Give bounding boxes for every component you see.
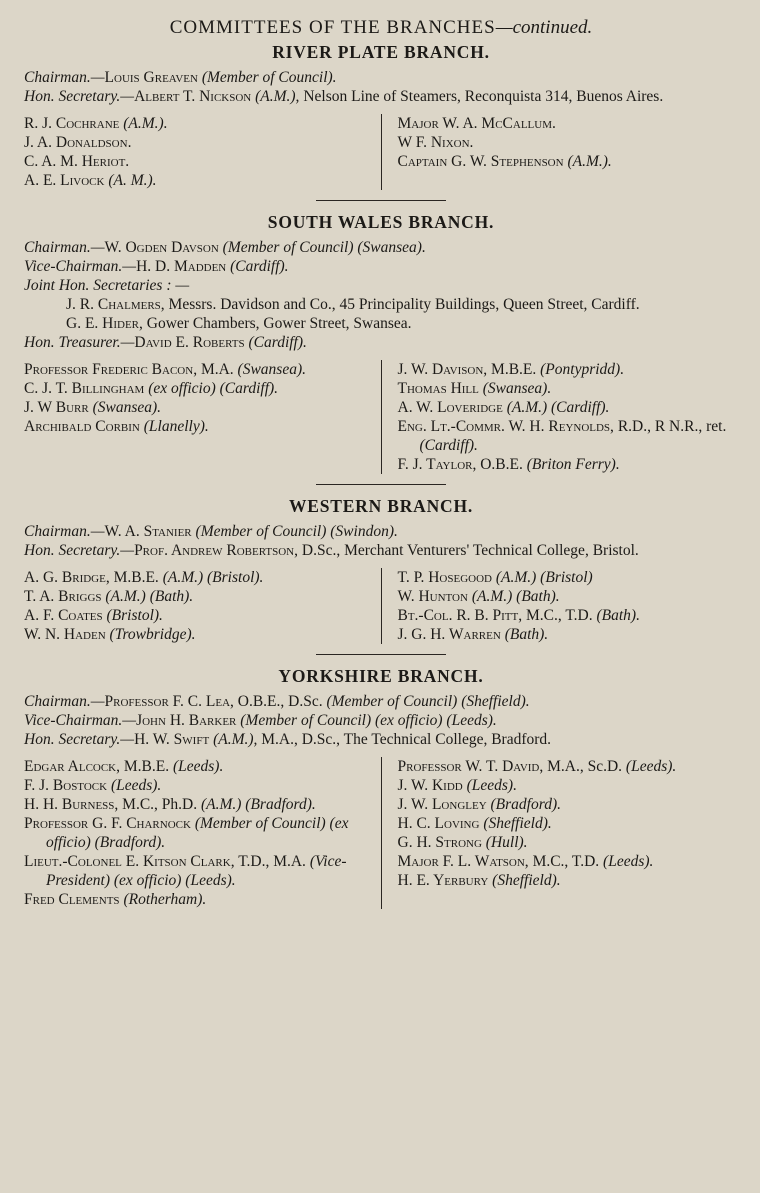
member-note: (A.M.) (Bath). <box>467 588 560 605</box>
member-title: M.C., T.D. <box>528 853 600 870</box>
member-name: Archibald Corbin <box>24 418 140 435</box>
member-name: Edgar Alcock, <box>24 758 121 775</box>
officer-name: Albert T. Nickson <box>134 88 252 105</box>
member-entry <box>398 379 739 398</box>
role-label: Hon. Secretary.— <box>24 88 135 105</box>
member-entry <box>398 133 739 152</box>
role-label: Chairman.— <box>24 69 105 86</box>
chairman-line <box>24 692 738 711</box>
member-name: J. W. Davison, <box>397 361 488 378</box>
member-name: Lieut.-Colonel E. Kitson Clark, <box>24 853 235 870</box>
chairman-line <box>24 68 738 87</box>
member-entry <box>398 152 739 171</box>
member-note: (A.M.) (Cardiff). <box>502 399 610 416</box>
secretary-line <box>24 295 738 314</box>
treasurer-line <box>24 333 738 352</box>
branch-title: RIVER PLATE BRANCH. <box>272 42 490 62</box>
members-right <box>381 568 739 644</box>
page-title <box>24 18 738 37</box>
member-name: T. A. Briggs <box>24 588 102 605</box>
member-note: (A.M.) (Bath). <box>101 588 194 605</box>
member-entry <box>24 360 365 379</box>
member-note: (Leeds). <box>107 777 162 794</box>
member-name: Major W. A. McCallum. <box>397 115 556 132</box>
member-title: O.B.E. <box>476 456 523 473</box>
member-entry <box>398 568 739 587</box>
member-entry <box>398 795 739 814</box>
member-note: (Pontypridd). <box>536 361 625 378</box>
member-note: (Llanelly). <box>139 418 209 435</box>
member-entry <box>24 133 365 152</box>
member-entry <box>398 871 739 890</box>
member-name: W. N. Haden <box>24 626 106 643</box>
member-entry <box>24 568 365 587</box>
officer-note: (Member of Council). <box>197 69 337 86</box>
member-note: (A.M.) (Bristol) <box>491 569 593 586</box>
member-name: A. W. Loveridge <box>397 399 503 416</box>
member-entry <box>398 757 739 776</box>
officer-address: D.Sc., Merchant Venturers' Technical College, Bristol. <box>298 542 639 559</box>
members-left <box>24 568 381 644</box>
member-entry <box>24 795 365 814</box>
member-note: (Bristol). <box>102 607 163 624</box>
secretary-line <box>24 541 738 560</box>
member-name: F. J. Taylor, <box>397 456 477 473</box>
officer-address: M.A., D.Sc., The Technical College, Bradford. <box>257 731 552 748</box>
officer-title: O.B.E., D.Sc. <box>233 693 323 710</box>
member-note: (Sheffield). <box>479 815 552 832</box>
yorkshire-branch <box>24 667 738 909</box>
member-name: C. J. T. Billingham <box>24 380 145 397</box>
officer-name: J. R. Chalmers, <box>66 296 165 313</box>
member-entry <box>24 757 365 776</box>
officer-note: (Member of Council) (ex officio) (Leeds). <box>236 712 497 729</box>
member-name: Eng. Lt.-Commr. W. H. Reynolds, <box>397 418 614 435</box>
member-name: R. J. Cochrane <box>24 115 120 132</box>
member-note: (Hull). <box>481 834 528 851</box>
officer-address: Gower Chambers, Gower Street, Swansea. <box>142 315 412 332</box>
member-name: A. G. Bridge, <box>24 569 110 586</box>
member-note: (Briton Ferry). <box>522 456 620 473</box>
members-right <box>381 114 739 190</box>
member-name: H. E. Yerbury <box>397 872 489 889</box>
member-entry <box>398 776 739 795</box>
member-name: W F. Nixon. <box>397 134 474 151</box>
officer-name: G. E. Hider, <box>66 315 143 332</box>
secretary-line <box>24 87 738 106</box>
member-entry <box>24 776 365 795</box>
member-name: Fred Clements <box>24 891 120 908</box>
role-label: Chairman.— <box>24 693 105 710</box>
member-entry <box>398 625 739 644</box>
member-entry <box>24 379 365 398</box>
member-entry <box>398 360 739 379</box>
member-title: R.D., R N.R., ret. <box>613 418 727 435</box>
members-right <box>381 757 739 909</box>
member-entry <box>398 417 739 455</box>
member-entry <box>24 417 365 436</box>
member-note: (A. M.). <box>104 172 157 189</box>
member-note: (Sheffield). <box>488 872 561 889</box>
member-note: (Swansea). <box>88 399 162 416</box>
member-note: (Bath). <box>592 607 640 624</box>
officer-note: (Cardiff). <box>244 334 307 351</box>
river-plate-branch <box>24 43 738 190</box>
officer-note: (Member of Council) (Swindon). <box>191 523 398 540</box>
member-entry <box>24 625 365 644</box>
member-note: (A.M.) (Bristol). <box>158 569 264 586</box>
members-columns <box>24 568 738 644</box>
role-label: Hon. Secretary.— <box>24 542 135 559</box>
member-note: (Cardiff). <box>419 437 478 454</box>
member-name: C. A. M. Heriot. <box>24 153 130 170</box>
role-label: Joint Hon. Secretaries : — <box>24 277 190 294</box>
officer-name: Louis Greaven <box>104 69 198 86</box>
member-note: (A.M.) (Bradford). <box>197 796 316 813</box>
member-entry <box>24 890 365 909</box>
member-title: M.B.E. <box>487 361 537 378</box>
member-note: (ex officio) (Cardiff). <box>144 380 279 397</box>
member-title: M.A., Sc.D. <box>543 758 623 775</box>
member-note: (Leeds). <box>462 777 517 794</box>
western-branch <box>24 497 738 644</box>
vice-chairman-line <box>24 257 738 276</box>
role-label: Vice-Chairman.— <box>24 258 137 275</box>
member-title: M.B.E. <box>109 569 159 586</box>
role-label: Hon. Treasurer.— <box>24 334 135 351</box>
members-left <box>24 757 381 909</box>
member-note: (A.M.). <box>119 115 168 132</box>
vice-chairman-line <box>24 711 738 730</box>
members-left <box>24 114 381 190</box>
member-title: M.B.E. <box>120 758 170 775</box>
member-note: (Swansea). <box>233 361 306 378</box>
role-label: Chairman.— <box>24 239 105 256</box>
member-entry <box>398 833 739 852</box>
member-name: Captain G. W. Stephenson <box>397 153 564 170</box>
member-name: J. A. Donaldson. <box>24 134 132 151</box>
member-name: Professor Frederic Bacon, <box>24 361 198 378</box>
member-note: (Member of Council) (ex officio) (Bradford). <box>46 815 349 851</box>
officer-note: (A.M.), <box>251 88 300 105</box>
member-entry <box>398 606 739 625</box>
officer-note: (A.M.), <box>209 731 258 748</box>
member-name: Thomas Hill <box>397 380 479 397</box>
member-entry <box>398 398 739 417</box>
branch-title: WESTERN BRANCH. <box>288 496 474 516</box>
secretary-line <box>24 314 738 333</box>
members-left <box>24 360 381 474</box>
member-name: Major F. L. Watson, <box>397 853 529 870</box>
member-entry <box>24 606 365 625</box>
member-note: (Vice-President) (ex officio) (Leeds). <box>46 853 347 889</box>
member-note: (Trowbridge). <box>105 626 196 643</box>
south-wales-branch <box>24 213 738 474</box>
member-entry <box>24 587 365 606</box>
member-entry <box>24 152 365 171</box>
member-note: (Bradford). <box>486 796 561 813</box>
member-entry <box>24 114 365 133</box>
officer-name: Professor F. C. Lea, <box>104 693 234 710</box>
officer-note: (Member of Council) (Swansea). <box>218 239 426 256</box>
member-title: M.C., T.D. <box>522 607 593 624</box>
member-name: H. H. Burness, <box>24 796 119 813</box>
member-note: (A.M.). <box>563 153 612 170</box>
member-entry <box>24 171 365 190</box>
officer-name: H. D. Madden <box>136 258 227 275</box>
member-entry <box>398 114 739 133</box>
member-entry <box>398 455 739 474</box>
officer-address: Nelson Line of Steamers, Reconquista 314, Buenos Aires. <box>299 88 664 105</box>
officer-name: Prof. Andrew Robertson, <box>134 542 298 559</box>
member-name: Professor G. F. Charnock <box>24 815 191 832</box>
member-name: A. F. Coates <box>24 607 103 624</box>
member-name: Bt.-Col. R. B. Pitt, <box>397 607 523 624</box>
officer-name: W. A. Stanier <box>104 523 192 540</box>
member-note: (Bath). <box>500 626 549 643</box>
member-entry <box>398 587 739 606</box>
member-name: G. H. Strong <box>397 834 482 851</box>
member-name: Professor W. T. David, <box>397 758 544 775</box>
member-entry <box>398 852 739 871</box>
section-divider <box>316 654 446 655</box>
members-columns <box>24 114 738 190</box>
member-name: J. W Burr <box>24 399 89 416</box>
member-entry <box>24 398 365 417</box>
member-name: J. W. Kidd <box>397 777 463 794</box>
member-name: W. Hunton <box>397 588 468 605</box>
branch-title: SOUTH WALES BRANCH. <box>267 212 495 232</box>
member-note: (Swansea). <box>478 380 552 397</box>
officer-address: Messrs. Davidson and Co., 45 Principality Buildings, Queen Street, Cardiff. <box>164 296 640 313</box>
member-note: (Leeds). <box>599 853 654 870</box>
member-entry <box>24 852 365 890</box>
section-divider <box>316 484 446 485</box>
member-title: T.D., M.A. <box>234 853 306 870</box>
branch-title: YORKSHIRE BRANCH. <box>278 666 484 686</box>
member-entry <box>398 814 739 833</box>
chairman-line <box>24 522 738 541</box>
member-note: (Rotherham). <box>119 891 207 908</box>
officer-name: David E. Roberts <box>134 334 245 351</box>
officer-note: (Cardiff). <box>226 258 289 275</box>
chairman-line <box>24 238 738 257</box>
role-label: Vice-Chairman.— <box>24 712 137 729</box>
page-title-continued: —continued. <box>495 17 593 38</box>
joint-secretaries-label <box>24 276 738 295</box>
officer-name: W. Ogden Davson <box>104 239 219 256</box>
member-entry <box>24 814 365 852</box>
members-right <box>381 360 739 474</box>
role-label: Hon. Secretary.— <box>24 731 135 748</box>
member-name: H. C. Loving <box>397 815 480 832</box>
secretary-line <box>24 730 738 749</box>
member-note: (Leeds). <box>169 758 224 775</box>
officer-name: John H. Barker <box>136 712 237 729</box>
member-name: J. W. Longley <box>397 796 487 813</box>
officer-note: (Member of Council) (Sheffield). <box>322 693 530 710</box>
member-title: M.A. <box>197 361 234 378</box>
members-columns <box>24 757 738 909</box>
member-name: J. G. H. Warren <box>397 626 501 643</box>
officer-name: H. W. Swift <box>134 731 210 748</box>
member-note: (Leeds). <box>622 758 677 775</box>
section-divider <box>316 200 446 201</box>
role-label: Chairman.— <box>24 523 105 540</box>
members-columns <box>24 360 738 474</box>
member-name: F. J. Bostock <box>24 777 108 794</box>
member-name: A. E. Livock <box>24 172 105 189</box>
page-title-main: COMMITTEES OF THE BRANCHES <box>169 17 496 38</box>
member-title: M.C., Ph.D. <box>118 796 198 813</box>
member-name: T. P. Hosegood <box>397 569 492 586</box>
